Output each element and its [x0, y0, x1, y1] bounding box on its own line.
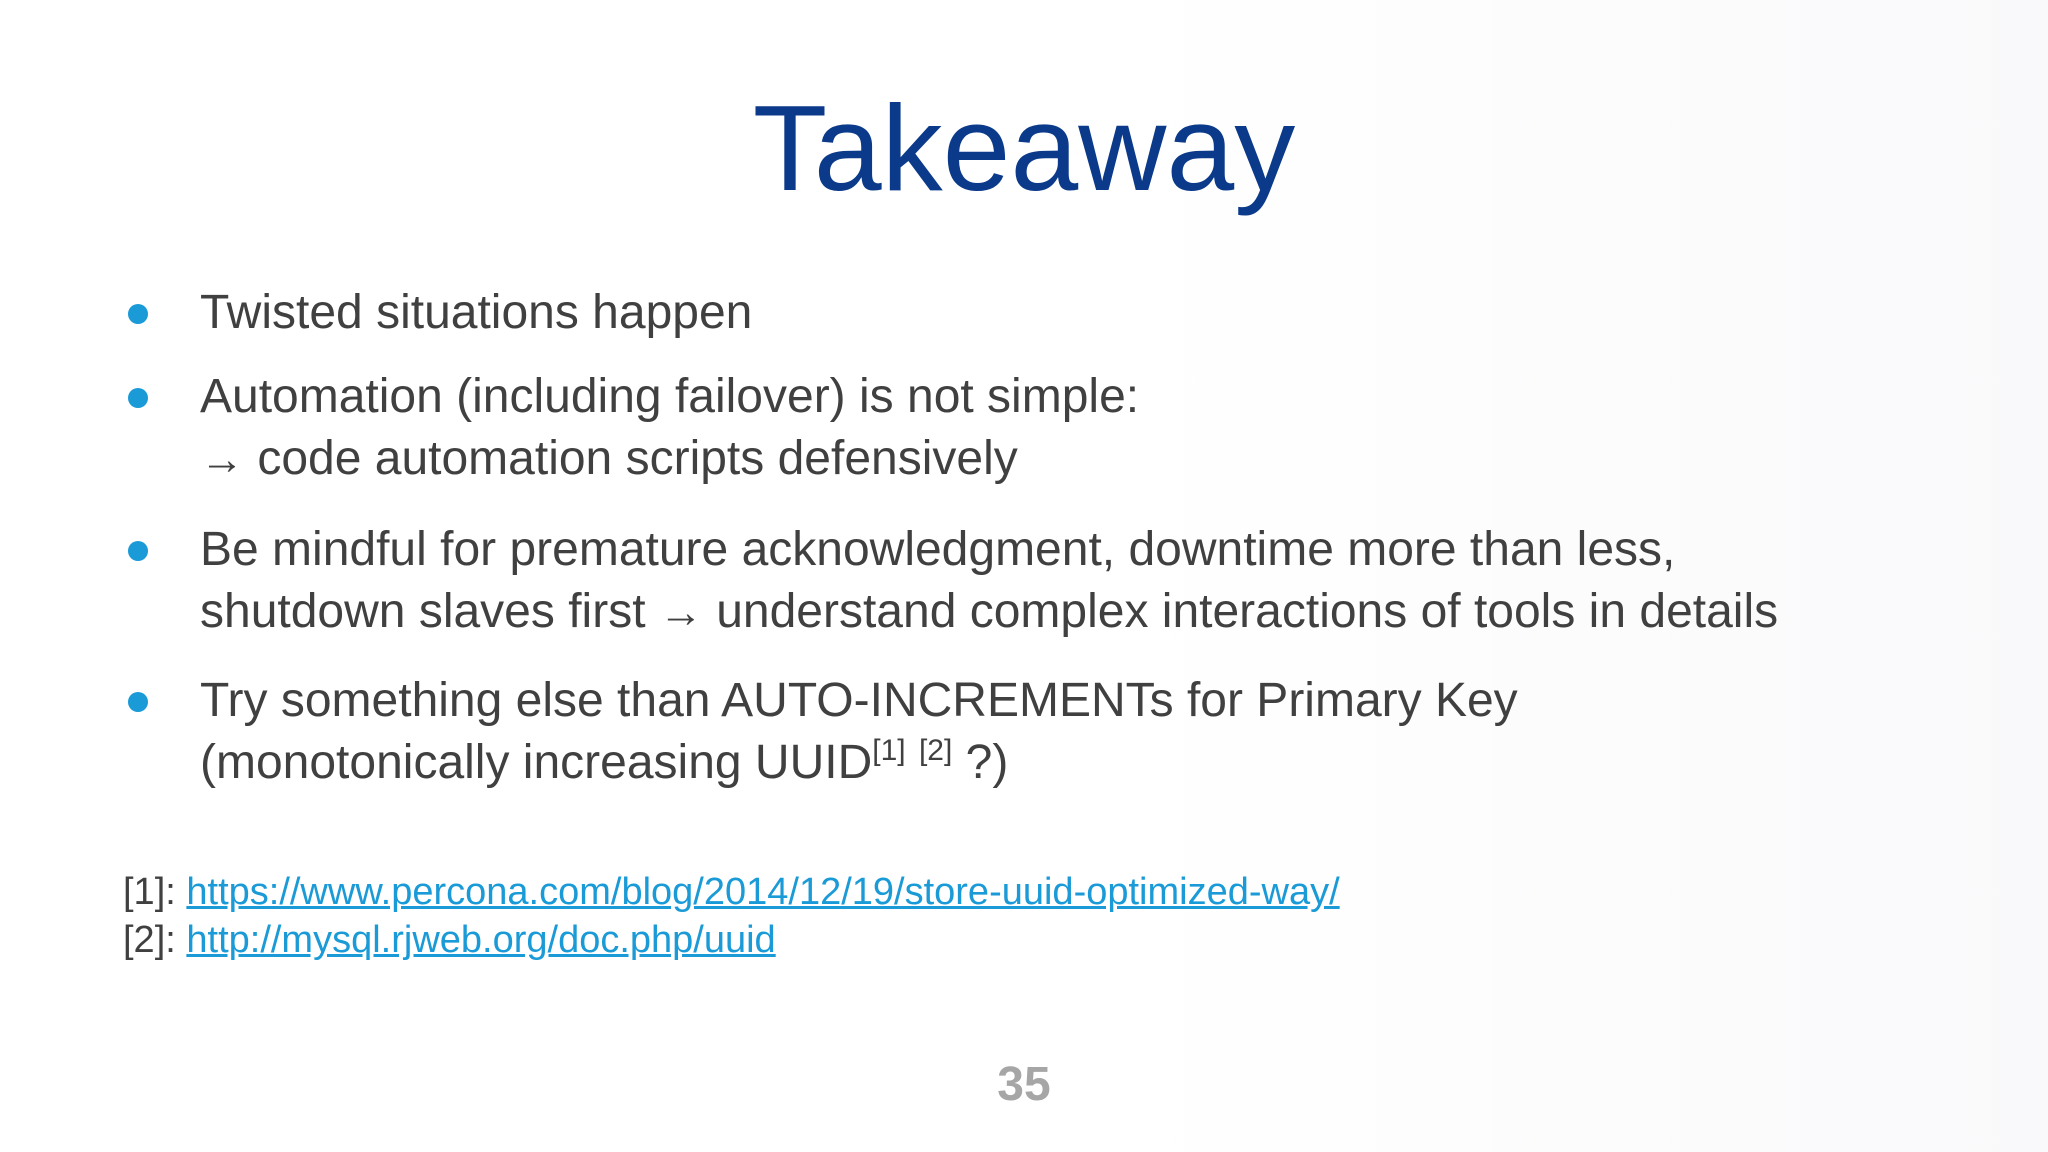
- bullet-subline-text: (monotonically increasing UUID: [200, 736, 873, 789]
- bullet-item: [125, 670, 1985, 794]
- arrow-right-icon: →: [658, 588, 703, 637]
- bullet-subline: [200, 581, 1985, 644]
- bullet-text: Automation (including failover) is not simple:: [200, 370, 1140, 423]
- arrow-right-icon: →: [200, 435, 244, 484]
- bullet-subline-text: code automation scripts defensively: [244, 432, 1018, 485]
- bullet-subline: [200, 732, 1985, 794]
- bullet-item: [125, 366, 1985, 491]
- bullet-dot-icon: [128, 541, 148, 561]
- reference-item: [123, 868, 1340, 916]
- footnote-ref-2: [2]: [918, 734, 953, 767]
- bullet-subline-text: shutdown slaves first: [200, 585, 659, 638]
- bullet-subline: [200, 428, 1985, 491]
- page-number: 35: [997, 1058, 1051, 1111]
- slide-title: Takeaway: [752, 80, 1296, 216]
- bullet-dot-icon: [128, 692, 148, 712]
- reference-link[interactable]: http://mysql.rjweb.org/doc.php/uuid: [186, 919, 776, 961]
- reference-link[interactable]: https://www.percona.com/blog/2014/12/19/store-uuid-optimized-way/: [186, 871, 1340, 913]
- bullet-list: [125, 282, 1985, 794]
- bullet-subline-text: understand complex interactions of tools in details: [702, 585, 1779, 638]
- bullet-item: [125, 282, 1985, 344]
- bullet-item: [125, 519, 1985, 644]
- bullet-text: Twisted situations happen: [200, 286, 753, 339]
- reference-label: [1]:: [123, 871, 187, 913]
- bullet-text: Try something else than AUTO-INCREMENTs for Primary Key: [200, 674, 1518, 727]
- reference-item: [123, 916, 1340, 964]
- references: [123, 868, 1340, 964]
- footnote-ref-1: [1]: [872, 734, 906, 767]
- bullet-dot-icon: [128, 304, 148, 324]
- bullet-text: Be mindful for premature acknowledgment, downtime more than less,: [200, 523, 1676, 576]
- bullet-dot-icon: [128, 388, 148, 408]
- bullet-subline-text: ?): [952, 736, 1009, 789]
- reference-label: [2]:: [123, 919, 187, 961]
